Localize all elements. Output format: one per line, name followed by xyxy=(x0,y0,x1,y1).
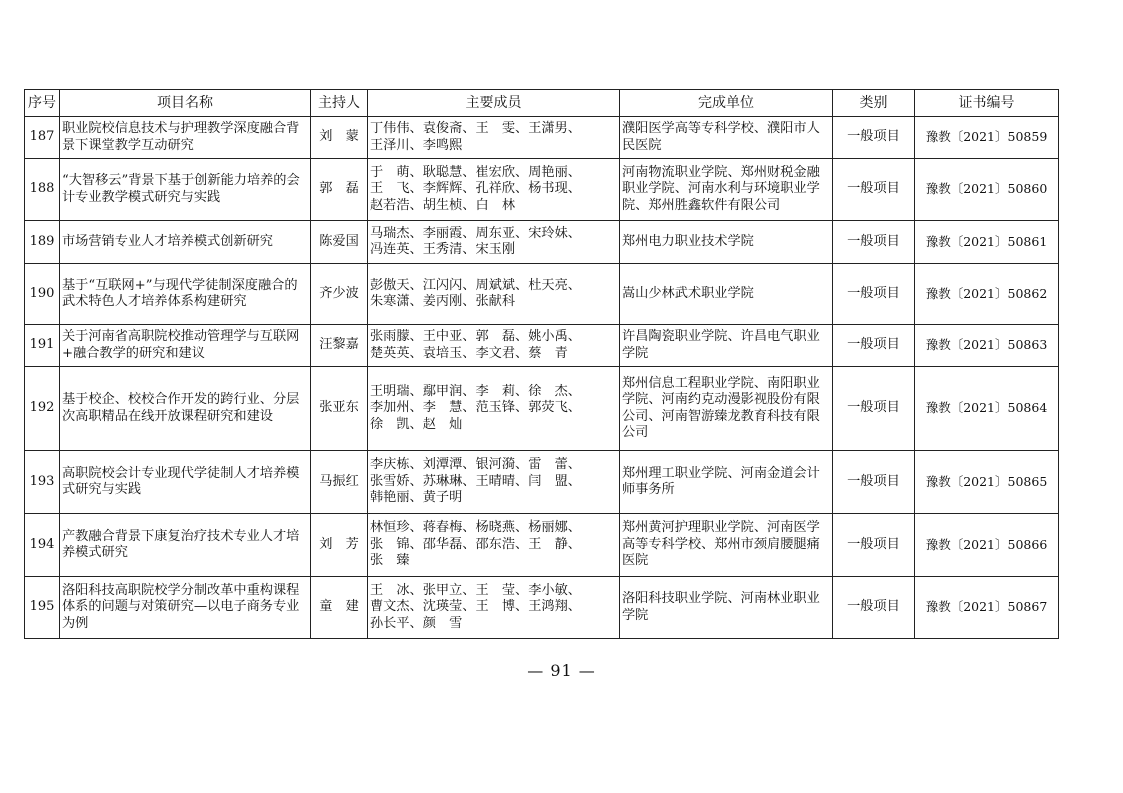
row-index: 194 xyxy=(25,514,60,577)
certificate-number: 豫教〔2021〕50863 xyxy=(915,325,1059,367)
unit-name: 嵩山少林武术职业学院 xyxy=(620,264,833,325)
members-line: 楚英英、袁培玉、李文君、蔡 青 xyxy=(370,345,568,361)
table-row xyxy=(25,367,1059,451)
header-category: 类别 xyxy=(833,90,915,117)
members-cell xyxy=(368,325,620,367)
project-name: 洛阳科技高职院校学分制改革中重构课程体系的问题与对策研究—以电子商务专业为例 xyxy=(60,577,311,639)
members-line: 张 臻 xyxy=(370,553,410,569)
members-line: 韩艳丽、黄子明 xyxy=(370,490,463,506)
table-row xyxy=(25,264,1059,325)
certificate-number: 豫教〔2021〕50859 xyxy=(915,117,1059,159)
table-row xyxy=(25,221,1059,264)
members-line: 张雨朦、王中亚、郭 磊、姚小禹、 xyxy=(370,329,581,344)
unit-name: 河南物流职业学院、郑州财税金融职业学院、河南水利与环境职业学院、郑州胜鑫软件有限公司 xyxy=(620,159,833,221)
members-cell xyxy=(368,367,620,451)
members-cell xyxy=(368,577,620,639)
row-index: 187 xyxy=(25,117,60,159)
unit-name: 郑州信息工程职业学院、南阳职业学院、河南约克动漫影视股份有限公司、河南智游臻龙教育科技有限公司 xyxy=(620,367,833,451)
members-line: 张 锦、邵华磊、邵东浩、王 静、 xyxy=(370,536,581,552)
category: 一般项目 xyxy=(833,325,915,367)
members-line: 冯连英、王秀清、宋玉刚 xyxy=(370,242,516,257)
header-index: 序号 xyxy=(25,90,60,117)
header-members: 主要成员 xyxy=(368,90,620,117)
category: 一般项目 xyxy=(833,451,915,514)
unit-name: 郑州理工职业学院、河南金道会计师事务所 xyxy=(620,451,833,514)
members-cell xyxy=(368,451,620,514)
members-line: 徐 凯、赵 灿 xyxy=(370,416,463,432)
project-name: 产教融合背景下康复治疗技术专业人才培养模式研究 xyxy=(60,514,311,577)
table-row xyxy=(25,325,1059,367)
members-cell xyxy=(368,514,620,577)
host-name: 汪黎嘉 xyxy=(311,325,368,367)
row-index: 188 xyxy=(25,159,60,221)
certificate-number: 豫教〔2021〕50864 xyxy=(915,367,1059,451)
certificate-number: 豫教〔2021〕50861 xyxy=(915,221,1059,264)
category: 一般项目 xyxy=(833,221,915,264)
header-project-name: 项目名称 xyxy=(60,90,311,117)
members-line: 林恒珍、蒋春梅、杨晓燕、杨丽娜、 xyxy=(370,520,581,536)
project-name: 关于河南省高职院校推动管理学与互联网+融合教学的研究和建议 xyxy=(60,325,311,367)
header-certificate: 证书编号 xyxy=(915,90,1059,117)
table-row xyxy=(25,577,1059,639)
category: 一般项目 xyxy=(833,367,915,451)
project-name: 基于校企、校校合作开发的跨行业、分层次高职精品在线开放课程研究和建设 xyxy=(60,367,311,451)
unit-name: 濮阳医学高等专科学校、濮阳市人民医院 xyxy=(620,117,833,159)
table-row xyxy=(25,117,1059,159)
projects-table xyxy=(24,89,1059,639)
unit-name: 洛阳科技职业学院、河南林业职业学院 xyxy=(620,577,833,639)
members-line: 李加州、李 慧、范玉锋、郭荧飞、 xyxy=(370,400,581,416)
row-index: 189 xyxy=(25,221,60,264)
row-index: 192 xyxy=(25,367,60,451)
members-line: 孙长平、颜 雪 xyxy=(370,615,463,631)
certificate-number: 豫教〔2021〕50860 xyxy=(915,159,1059,221)
project-name: 职业院校信息技术与护理教学深度融合背景下课堂教学互动研究 xyxy=(60,117,311,159)
host-name: 张亚东 xyxy=(311,367,368,451)
host-name: 齐少波 xyxy=(311,264,368,325)
row-index: 191 xyxy=(25,325,60,367)
host-name: 刘 蒙 xyxy=(311,117,368,159)
members-line: 王明瑞、鄢甲润、李 莉、徐 杰、 xyxy=(370,383,581,399)
project-name: 基于“互联网+”与现代学徒制深度融合的武术特色人才培养体系构建研究 xyxy=(60,264,311,325)
members-line: 赵若浩、胡生桢、白 林 xyxy=(370,197,516,213)
category: 一般项目 xyxy=(833,264,915,325)
project-name: “大智移云”背景下基于创新能力培养的会计专业教学模式研究与实践 xyxy=(60,159,311,221)
unit-name: 郑州黄河护理职业学院、河南医学高等专科学校、郑州市颈肩腰腿痛医院 xyxy=(620,514,833,577)
project-name: 市场营销专业人才培养模式创新研究 xyxy=(60,221,311,264)
members-cell xyxy=(368,159,620,221)
unit-name: 许昌陶瓷职业学院、许昌电气职业学院 xyxy=(620,325,833,367)
host-name: 刘 芳 xyxy=(311,514,368,577)
row-index: 193 xyxy=(25,451,60,514)
category: 一般项目 xyxy=(833,159,915,221)
header-host: 主持人 xyxy=(311,90,368,117)
members-cell xyxy=(368,221,620,264)
row-index: 190 xyxy=(25,264,60,325)
members-cell xyxy=(368,117,620,159)
row-index: 195 xyxy=(25,577,60,639)
host-name: 陈爱国 xyxy=(311,221,368,264)
members-line: 曹文杰、沈瑛莹、王 博、王鸿翔、 xyxy=(370,599,581,615)
members-line: 李庆栋、刘潭潭、银河漪、雷 蕾、 xyxy=(370,457,581,473)
category: 一般项目 xyxy=(833,117,915,159)
certificate-number: 豫教〔2021〕50862 xyxy=(915,264,1059,325)
members-cell xyxy=(368,264,620,325)
host-name: 郭 磊 xyxy=(311,159,368,221)
host-name: 童 建 xyxy=(311,577,368,639)
table-row xyxy=(25,159,1059,221)
category: 一般项目 xyxy=(833,514,915,577)
members-line: 王 冰、张甲立、王 莹、李小敏、 xyxy=(370,582,581,598)
members-line: 张雪娇、苏琳琳、王晴晴、闫 盟、 xyxy=(370,473,581,489)
certificate-number: 豫教〔2021〕50865 xyxy=(915,451,1059,514)
page-number: — 91 — xyxy=(527,661,596,680)
table-row xyxy=(25,514,1059,577)
members-line: 王 飞、李辉辉、孔祥欣、杨书现、 xyxy=(370,181,581,197)
category: 一般项目 xyxy=(833,577,915,639)
members-line: 丁伟伟、袁俊斋、王 雯、王潇男、 xyxy=(370,121,581,136)
header-unit: 完成单位 xyxy=(620,90,833,117)
members-line: 马瑞杰、李丽霞、周东亚、宋玲妹、 xyxy=(370,225,581,241)
host-name: 马振红 xyxy=(311,451,368,514)
members-line: 彭傲天、江闪闪、周斌斌、杜天亮、 xyxy=(370,277,581,293)
members-line: 于 萌、耿聪慧、崔宏欣、周艳丽、 xyxy=(370,164,581,180)
table-header-row xyxy=(25,90,1059,117)
certificate-number: 豫教〔2021〕50867 xyxy=(915,577,1059,639)
certificate-number: 豫教〔2021〕50866 xyxy=(915,514,1059,577)
unit-name: 郑州电力职业技术学院 xyxy=(620,221,833,264)
project-name: 高职院校会计专业现代学徒制人才培养模式研究与实践 xyxy=(60,451,311,514)
members-line: 朱寒潇、姜丙刚、张献科 xyxy=(370,294,516,309)
members-line: 王泽川、李鸣熙 xyxy=(370,137,463,153)
table-row xyxy=(25,451,1059,514)
